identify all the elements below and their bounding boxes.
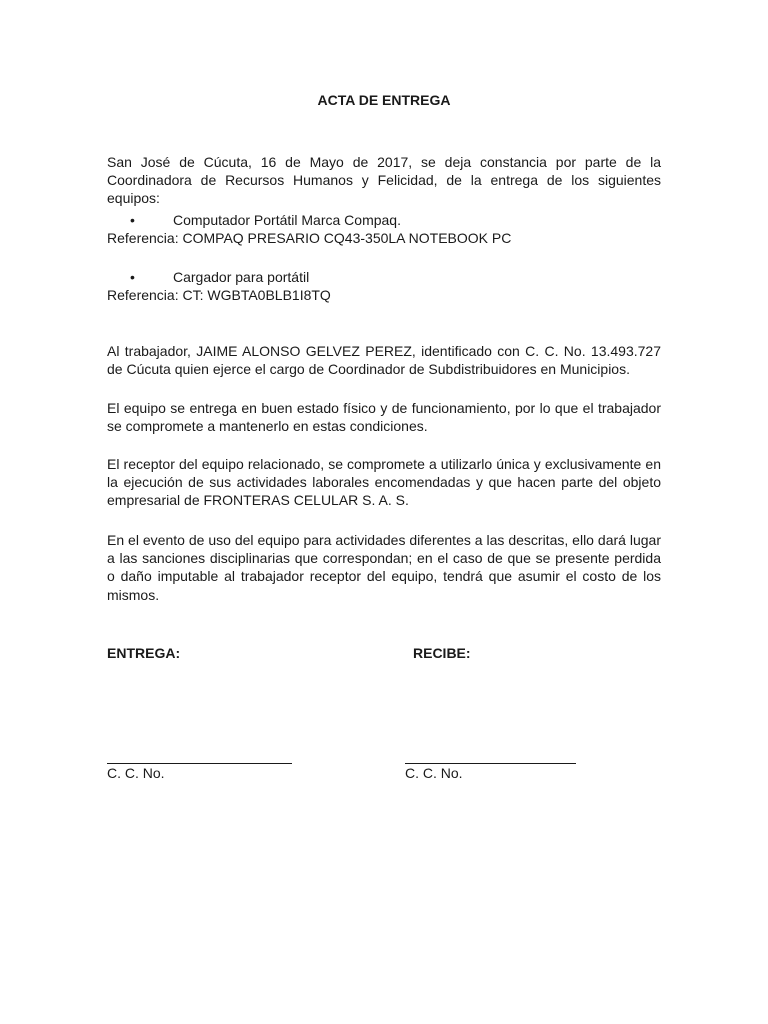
entrega-label: ENTREGA: [107, 645, 181, 661]
bullet-icon: • [130, 212, 135, 228]
intro-paragraph: San José de Cúcuta, 16 de Mayo de 2017, se deja constancia por parte de la Coordinadora de Recursos Humanos y Felicidad, de la entrega de los siguientes equipos: [107, 154, 661, 207]
item-name: Computador Portátil Marca Compaq. [173, 212, 401, 228]
item-reference: Referencia: COMPAQ PRESARIO CQ43-350LA NOTEBOOK PC [107, 230, 512, 246]
document-title: ACTA DE ENTREGA [317, 92, 451, 108]
condition-paragraph: El equipo se entrega en buen estado físico y de funcionamiento, por lo que el trabajador se compromete a mantenerlo en estas condiciones. [107, 400, 661, 435]
bullet-icon: • [130, 269, 135, 285]
item-reference: Referencia: CT: WGBTA0BLB1I8TQ [107, 287, 331, 303]
recibe-cc-label: C. C. No. [405, 765, 463, 781]
recibe-label: RECIBE: [413, 645, 471, 661]
commitment-paragraph: El receptor del equipo relacionado, se compromete a utilizarlo única y exclusivamente en la ejecución de sus actividades laborales encomendadas y que hacen parte del objeto empresarial de FRONTERAS CELULAR S. A. S. [107, 456, 661, 509]
worker-paragraph: Al trabajador, JAIME ALONSO GELVEZ PEREZ, identificado con C. C. No. 13.493.727 de Cúcuta quien ejerce el cargo de Coordinador de Subdistribuidores en Municipios. [107, 343, 661, 378]
item-name: Cargador para portátil [173, 269, 310, 285]
sanctions-paragraph: En el evento de uso del equipo para actividades diferentes a las descritas, ello dará lugar a las sanciones disciplinarias que correspondan; en el caso de que se presente perdida o daño imputable al trabajador receptor del equipo, tendrá que asumir el costo de los mismos. [107, 532, 661, 603]
entrega-cc-label: C. C. No. [107, 765, 165, 781]
